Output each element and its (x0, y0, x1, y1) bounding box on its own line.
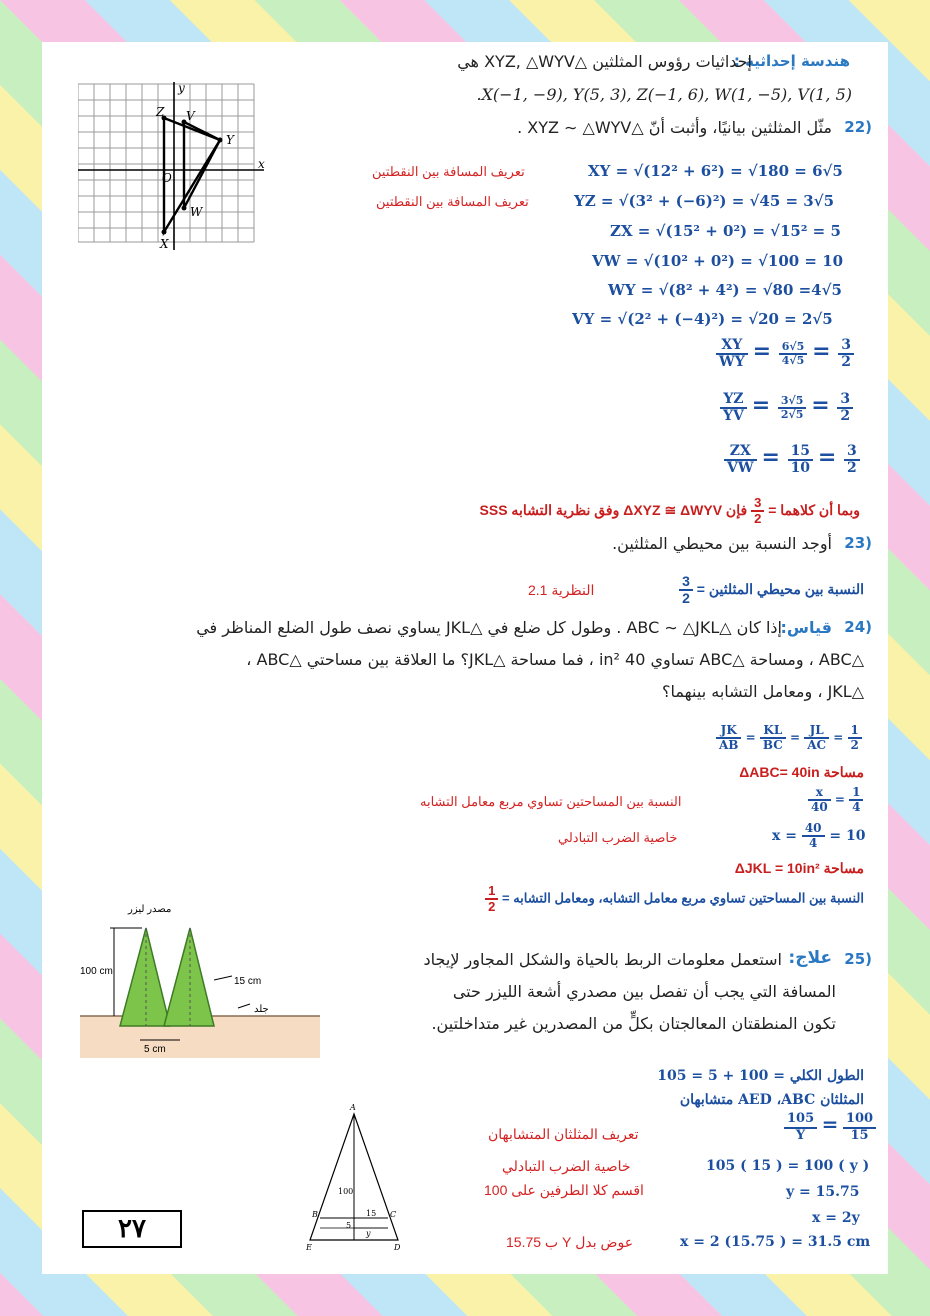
q25-reason-def: تعريف المثلثان المتشابهان (488, 1126, 639, 1142)
q23-number: 23) (844, 534, 872, 552)
q25-line1: استعمل معلومات الربط بالحياة والشكل المجاور لإيجاد (423, 950, 782, 969)
eq-vy: VY = √(2² + (−4)²) = √20 = 2√5 (572, 310, 833, 328)
q24-line2: △ABC ، ومساحة △ABC تساوي 40 in² ، فما مساحة △JKL؟ ما العلاقة بين مساحتي △ABC ، (246, 650, 864, 669)
q22-line2: .X(−1, −9), Y(5, 3), Z(−1, 6), W(1, −5), V(1, 5) (476, 85, 852, 104)
eq-zx: ZX = √(15² + 0²) = √15² = 5 (610, 222, 841, 240)
tri-label-b: B (312, 1210, 318, 1219)
q23-answer: النسبة بين محيطي المثلثين = $\frac{3}{2}$ (679, 574, 864, 607)
q24-number: 24) (844, 618, 872, 636)
q24-area-abc: مساحة ΔABC= 40in (739, 764, 864, 780)
graph-label-v: V (186, 109, 195, 123)
q24-eq-x-ratio: $\frac{x}{40}$ = $\frac{1}{4}$ (808, 786, 863, 814)
fig-laser-label: مصدر ليزر (128, 904, 172, 915)
q25-step2: y = 15.75 (786, 1184, 860, 1200)
ratio-row-2: $\frac{YZ}{YV}$ = $\frac{3√5}{2√5}$ = $\frac{3}{2}$ (720, 392, 853, 425)
q22-conclusion: وبما أن كلاهما = $\frac{3}{2}$ فإن ΔXYZ ≅ ΔWYV وفق نظرية التشابه SSS (479, 495, 860, 527)
q24-line1: إذا كان △ABC ∼ △JKL . وطول كل ضلع في △JKL يساوي نصف طول الضلع المناظر في (196, 618, 782, 637)
graph-origin-label: O (162, 171, 172, 185)
q22-prompt: مثّل المثلثين بيانيًا، وأثبت أنّ △XYZ ∼ △WYV . (517, 118, 832, 137)
ratio-row-3: $\frac{ZX}{VW}$ = $\frac{15}{10}$ = $\frac{3}{2}$ (724, 444, 860, 477)
q22-heading: هندسة إحداثية : (733, 52, 850, 70)
q25-reason-sub: عوض بدل Y ب 15.75 (506, 1234, 634, 1250)
q22-reason-2: تعريف المسافة بين النقطتين (376, 194, 529, 209)
tri-height-100: 100 (338, 1187, 354, 1196)
tri-width-15: 15 (366, 1209, 377, 1218)
q25-step3: x = 2y (812, 1210, 860, 1226)
fig-skin-label: جلد (254, 1004, 269, 1015)
ratio-row-1: $\frac{XY}{WY}$ = $\frac{6√5}{4√5}$ = $\frac{3}{2}$ (716, 338, 854, 371)
q25-proportion: $\frac{105}{Y}$ = $\frac{100}{15}$ (784, 1112, 876, 1143)
q22-reason-1: تعريف المسافة بين النقطتين (372, 164, 525, 179)
tri-label-c: C (390, 1210, 397, 1219)
q24-x-calc: x = $\frac{40}{4}$ = 10 (772, 821, 866, 851)
fig-15cm-label: 15 cm (234, 976, 262, 987)
q23-prompt: أوجد النسبة بين محيطي المثلثين. (612, 534, 832, 553)
q25-reason-div: اقسم كلا الطرفين على 100 (484, 1182, 644, 1198)
fig-5cm-label: 5 cm (144, 1044, 166, 1055)
fig-100cm-label: 100 cm (80, 966, 113, 977)
tri-width-y: y (366, 1229, 371, 1238)
q25-number: 25) (844, 950, 872, 968)
tri-label-d: D (394, 1243, 401, 1252)
q23-reason: النظرية 2.1 (528, 582, 595, 598)
graph-label-w: W (190, 205, 203, 219)
page-number: ٢٧ (82, 1210, 182, 1248)
triangle-diagram (300, 1100, 412, 1252)
eq-yz: YZ = √(3² + (−6)²) = √45 = 3√5 (574, 192, 835, 210)
eq-vw: VW = √(10² + 0²) = √100 = 10 (592, 252, 844, 270)
q24-line3: △JKL ، ومعامل التشابه بينهما؟ (662, 682, 864, 701)
q24-reason-cross: خاصية الضرب التبادلي (558, 830, 678, 845)
graph-label-z: Z (156, 105, 165, 119)
graph-label-y-point: Y (226, 133, 234, 147)
q25-reason-cross: خاصية الضرب التبادلي (502, 1158, 631, 1174)
laser-figure (80, 900, 320, 1058)
graph-y-label: y (178, 82, 185, 95)
graph-x-label: x (258, 157, 265, 171)
q24-summary: النسبة بين المساحتين تساوي مربع معامل التشابه، ومعامل التشابه = $\frac{1}{2}$ (485, 884, 864, 915)
q22-line1: إحداثيات رؤوس المثلثين △XYZ, △WYV هي (457, 52, 752, 71)
tri-label-e: E (306, 1243, 312, 1252)
q22-number: 22) (844, 118, 872, 136)
q24-ratios: $\frac{JK}{AB}$ = $\frac{KL}{BC}$ = $\frac{JL}{AC}$ = $\frac{1}{2}$ (716, 724, 862, 752)
q24-area-jkl: مساحة ΔJKL = 10in² (734, 860, 864, 876)
q24-reason-area: النسبة بين المساحتين تساوي مربع معامل التشابه (420, 794, 682, 809)
q25-step4: x = 2 (15.75 ) = 31.5 cm (680, 1234, 871, 1250)
coordinate-graph (78, 82, 270, 254)
tri-height-5: 5 (346, 1221, 352, 1230)
tri-label-a: A (350, 1103, 356, 1112)
q25-line3: تكون المنطقتان المعالجتان بكلٍّ من المصدرين غير متداخلتين. (431, 1014, 836, 1033)
q25-step1: 105 ( 15 ) = 100 ( y ) (706, 1158, 870, 1174)
q24-heading: قياس: (780, 618, 832, 637)
q25-total-length: الطول الكلي = 100 + 5 = 105 (657, 1068, 864, 1084)
eq-xy: XY = √(12² + 6²) = √180 = 6√5 (588, 162, 843, 180)
q25-line2: المسافة التي يجب أن تفصل بين مصدري أشعة الليزر حتى (452, 982, 836, 1001)
q25-heading: علاج: (788, 948, 832, 968)
q25-similar: المثلثان AED ،ABC متشابهان (679, 1092, 864, 1108)
graph-label-x-point: X (160, 237, 169, 251)
eq-wy: WY = √(8² + 4²) = √80 =4√5 (608, 281, 842, 299)
